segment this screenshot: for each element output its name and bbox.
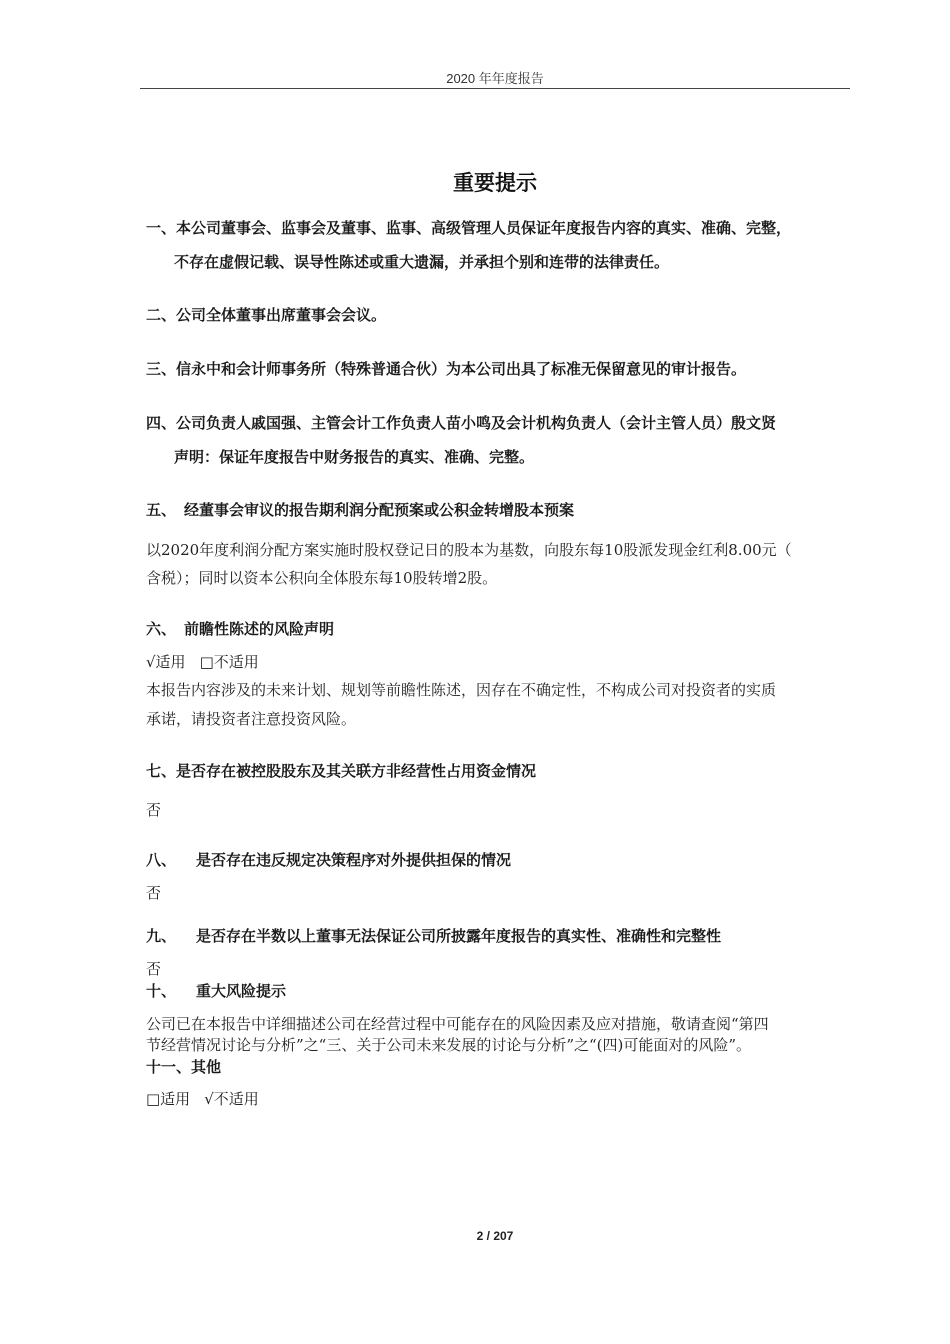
item-6-not-applicable: □不适用 bbox=[199, 653, 259, 671]
item-5-title: 经董事会审议的报告期利润分配预案或公积金转增股本预案 bbox=[184, 501, 575, 519]
item-2: 二、公司全体董事出席董事会会议。 bbox=[146, 306, 387, 324]
item-10-body-line-2: 节经营情况讨论与分析”之“三、关于公司未来发展的讨论与分析”之“(四)可能面对的风险”。 bbox=[146, 1036, 752, 1054]
item-3: 三、信永中和会计师事务所（特殊普通合伙）为本公司出具了标准无保留意见的审计报告。 bbox=[146, 360, 747, 378]
item-9-heading bbox=[146, 926, 721, 946]
item-6-title: 前瞻性陈述的风险声明 bbox=[184, 620, 335, 638]
item-6-body-line-2: 承诺，请投资者注意投资风险。 bbox=[146, 710, 357, 728]
page-number: 2 / 207 bbox=[476, 1229, 514, 1243]
item-10-number: 十、 bbox=[146, 982, 177, 1000]
item-9-answer: 否 bbox=[146, 960, 162, 978]
item-4-line-1: 四、公司负责人戚国强、主管会计工作负责人苗小鸣及会计机构负责人（会计主管人员）殷文贤 bbox=[146, 414, 777, 432]
item-1-line-1: 一、本公司董事会、监事会及董事、监事、高级管理人员保证年度报告内容的真实、准确、完整， bbox=[146, 219, 792, 237]
item-7-heading: 七、是否存在被控股股东及其关联方非经营性占用资金情况 bbox=[146, 762, 537, 780]
item-6-checkboxes bbox=[146, 652, 273, 672]
item-5-body-line-2: 含税）；同时以资本公积向全体股东每10股转增2股。 bbox=[146, 569, 498, 587]
item-5-heading bbox=[146, 500, 574, 520]
item-10-heading bbox=[146, 981, 286, 1001]
page-title: 重要提示 bbox=[453, 171, 537, 195]
item-10-title: 重大风险提示 bbox=[196, 982, 287, 1000]
header-divider bbox=[140, 88, 850, 89]
item-8-title: 是否存在违反规定决策程序对外提供担保的情况 bbox=[196, 851, 512, 869]
item-6-heading bbox=[146, 619, 334, 639]
item-6-applicable-checked: √适用 bbox=[146, 653, 186, 671]
item-11-applicable: □适用 bbox=[146, 1090, 191, 1108]
item-7-answer: 否 bbox=[146, 801, 162, 819]
item-10-body-line-1: 公司已在本报告中详细描述公司在经营过程中可能存在的风险因素及应对措施，敬请查阅“第四 bbox=[146, 1015, 769, 1033]
item-11-checkboxes bbox=[146, 1089, 273, 1109]
item-4-line-2: 声明：保证年度报告中财务报告的真实、准确、完整。 bbox=[174, 448, 535, 466]
item-6-number: 六、 bbox=[146, 620, 177, 638]
item-8-number: 八、 bbox=[146, 851, 177, 869]
item-1-line-2: 不存在虚假记载、误导性陈述或重大遗漏，并承担个别和连带的法律责任。 bbox=[174, 253, 670, 271]
item-9-title: 是否存在半数以上董事无法保证公司所披露年度报告的真实性、准确性和完整性 bbox=[196, 927, 722, 945]
item-11-not-applicable-checked: √不适用 bbox=[204, 1090, 259, 1108]
item-6-body-line-1: 本报告内容涉及的未来计划、规划等前瞻性陈述，因存在不确定性，不构成公司对投资者的实质 bbox=[146, 681, 777, 699]
item-9-number: 九、 bbox=[146, 927, 177, 945]
running-header: 2020 年年度报告 bbox=[446, 71, 544, 86]
item-8-answer: 否 bbox=[146, 884, 162, 902]
item-5-number: 五、 bbox=[146, 501, 177, 519]
item-8-heading bbox=[146, 850, 511, 870]
item-5-body-line-1: 以2020年度利润分配方案实施时股权登记日的股本为基数，向股东每10股派发现金红利8.00元（ bbox=[146, 541, 792, 559]
item-11-heading: 十一、其他 bbox=[146, 1058, 222, 1076]
